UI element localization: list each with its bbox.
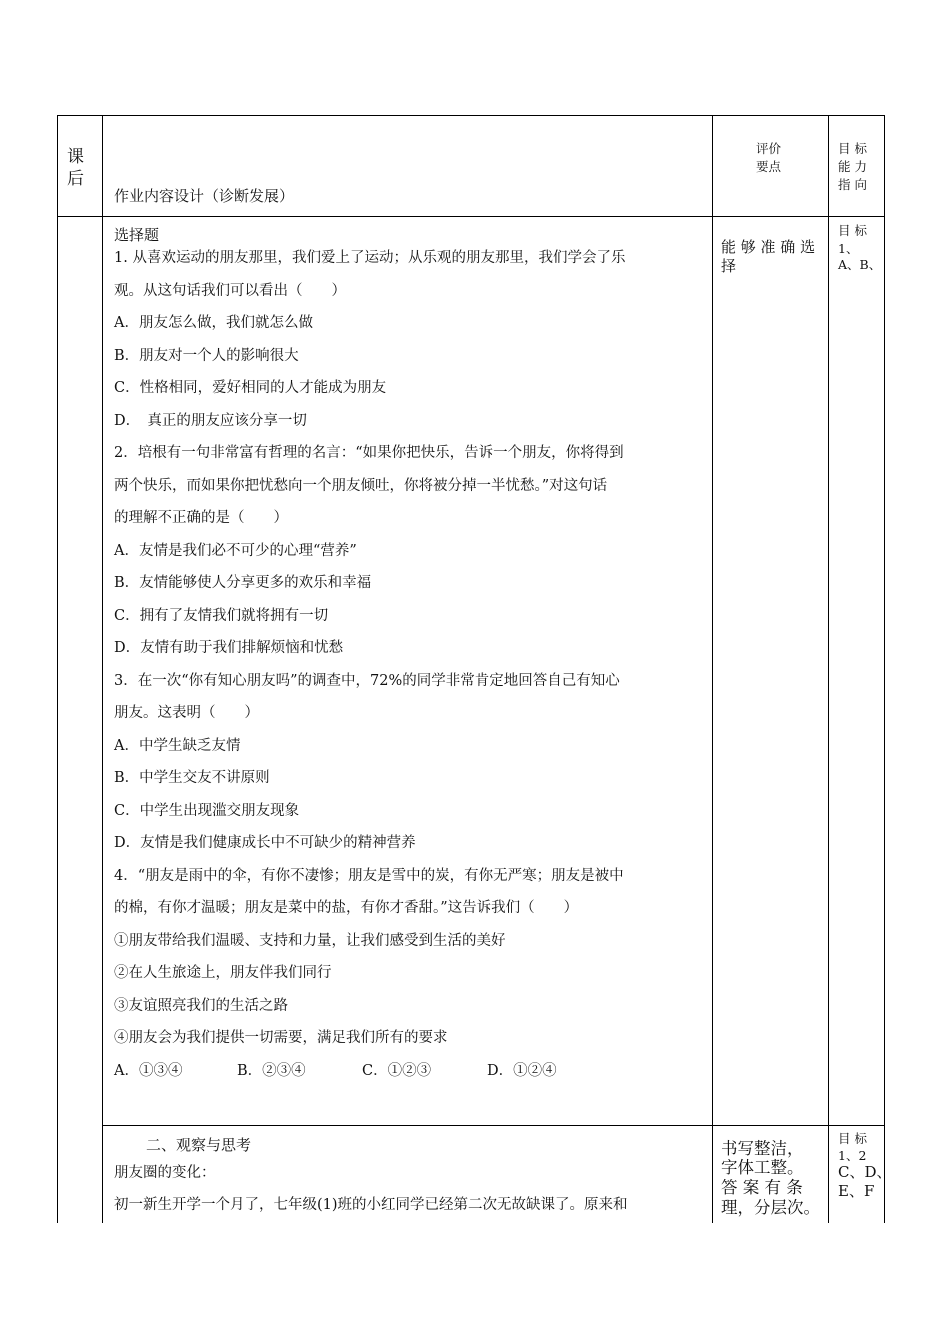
question-line: B．友情能够使人分享更多的欢乐和幸福 — [114, 575, 372, 591]
question-line: 3．在一次“你有知心朋友吗”的调查中，72%的同学非常肯定地回答自己有知心 — [114, 672, 620, 689]
question-line: D．友情有助于我们排解烦恼和忧愁 — [114, 640, 344, 656]
section2-eval-line3: 答 案 有 条 — [721, 1178, 803, 1197]
question-line: D． 真正的朋友应该分享一切 — [114, 412, 307, 429]
section2-target-line2: 1、2 — [838, 1148, 867, 1163]
section1-target-line1: 目 标 — [838, 223, 867, 238]
column-divider-1 — [102, 115, 103, 1223]
section2-title: 二、观察与思考 — [146, 1136, 252, 1154]
header-row-divider — [57, 216, 885, 217]
question-line: C．中学生出现滥交朋友现象 — [114, 802, 300, 819]
table-right-border — [884, 115, 885, 1223]
column-divider-2 — [712, 115, 713, 1223]
section-divider — [102, 1125, 885, 1126]
section2-target-line1: 目 标 — [838, 1131, 867, 1146]
section2-eval-line2: 字体工整。 — [721, 1158, 804, 1177]
question-line: 观。从这句话我们可以看出（ ） — [114, 282, 346, 299]
section1-target-line2: 1、 — [838, 241, 859, 256]
question-line: 两个快乐，而如果你把忧愁向一个朋友倾吐，你将被分掉一半忧愁。”对这句话 — [114, 477, 608, 494]
header-target-line2: 能 力 — [838, 159, 867, 174]
section2-target-line3: C、D、 — [838, 1163, 892, 1181]
question-line: C．性格相同，爱好相同的人才能成为朋友 — [114, 380, 387, 396]
question-line: A．友情是我们必不可少的心理“营养” — [114, 542, 357, 559]
section2-line1: 朋友圈的变化： — [114, 1165, 216, 1181]
section2-line2: 初一新生开学一个月了，七年级(1)班的小红同学已经第二次无故缺课了。原来和 — [114, 1197, 628, 1213]
section2-eval-line1: 书写整洁， — [721, 1139, 804, 1158]
section1-question-list — [114, 242, 625, 1087]
question-line: 4．“朋友是雨中的伞，有你不凄惨；朋友是雪中的炭，有你无严寒；朋友是被中 — [114, 867, 624, 884]
option-b: B．②③④ — [237, 1062, 306, 1079]
question-line: 1. 从喜欢运动的朋友那里，我们爱上了运动；从乐观的朋友那里，我们学会了乐 — [114, 250, 626, 266]
header-target-line1: 目 标 — [838, 141, 867, 156]
question-line: B．朋友对一个人的影响很大 — [114, 347, 299, 364]
question-line: D．友情是我们健康成长中不可缺少的精神营养 — [114, 835, 416, 851]
question-line: 2．培根有一句非常富有哲理的名言：“如果你把快乐，告诉一个朋友，你将得到 — [114, 445, 624, 461]
option-a: A．①③④ — [114, 1062, 183, 1079]
header-target-line3: 指 向 — [838, 177, 867, 192]
question-line: 的理解不正确的是（ ） — [114, 510, 288, 526]
section2-eval-line4: 理，分层次。 — [721, 1198, 820, 1217]
table-top-border — [57, 115, 885, 116]
question-line: ③友谊照亮我们的生活之路 — [114, 997, 288, 1014]
header-eval-line2: 要点 — [756, 159, 782, 174]
section1-title: 选择题 — [114, 226, 160, 244]
option-c: C．①②③ — [362, 1062, 432, 1079]
question-line: ①朋友带给我们温暖、支持和力量，让我们感受到生活的美好 — [114, 932, 506, 949]
question-line: A．中学生缺乏友情 — [114, 737, 241, 754]
header-course-label: 课后 — [67, 147, 84, 189]
header-eval-line1: 评价 — [756, 141, 782, 156]
section1-target-line3: A、B、 — [838, 257, 882, 272]
header-content-title: 作业内容设计（诊断发展） — [114, 187, 295, 205]
section1-eval-line1: 能 够 准 确 选 — [721, 238, 816, 256]
table-left-border — [57, 115, 58, 1223]
section1-eval-line2: 择 — [721, 257, 737, 275]
column-divider-3 — [828, 115, 829, 1223]
question-line: B．中学生交友不讲原则 — [114, 770, 270, 786]
section2-target-line4: E、F — [838, 1182, 875, 1200]
question-4-options — [114, 1055, 625, 1088]
question-line: ②在人生旅途上，朋友伴我们同行 — [114, 965, 332, 981]
question-line: 朋友。这表明（ ） — [114, 705, 259, 721]
question-line: ④朋友会为我们提供一切需要，满足我们所有的要求 — [114, 1030, 448, 1046]
question-line: C．拥有了友情我们就将拥有一切 — [114, 607, 329, 624]
question-line: 的棉，有你才温暖；朋友是菜中的盐，有你才香甜。”这告诉我们（ ） — [114, 900, 579, 916]
option-d: D．①②④ — [487, 1062, 557, 1079]
question-line: A．朋友怎么做，我们就怎么做 — [114, 315, 313, 331]
